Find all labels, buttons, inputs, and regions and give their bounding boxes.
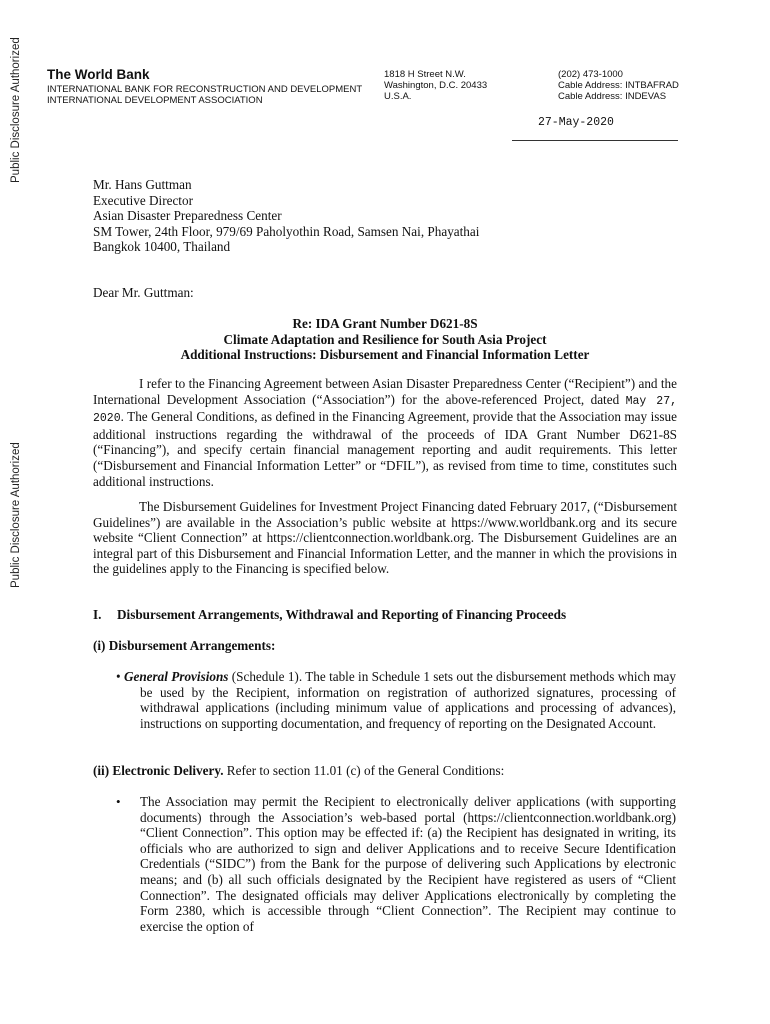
subsection-label: (ii) Electronic Delivery.	[93, 763, 224, 778]
letterhead-bank	[47, 67, 362, 106]
bullet-general-provisions	[116, 669, 676, 731]
section-title: Disbursement Arrangements, Withdrawal and Reporting of Financing Proceeds	[117, 607, 567, 622]
subject-grant: Re: IDA Grant Number D621-8S	[292, 316, 478, 331]
contact-cable: Cable Address: INTBAFRAD	[558, 80, 679, 91]
disclosure-label-top: Public Disclosure Authorized	[10, 37, 22, 183]
bank-line-ibrd: INTERNATIONAL BANK FOR RECONSTRUCTION AND DEVELOPMENT	[47, 84, 363, 95]
bullet-electronic-delivery: The Association may permit the Recipient to electronically deliver applications (with supporting documents) through the Association’s web-based portal (https://clientconnection.worldbank.org) “Client Connection”. This option may be effected if: (a) the Recipient has designated in writing, its officials who are authorized to sign and deliver Applications and to receive Secure Identification Credentials (“SIDC”) from the Bank for the purpose of delivering such Applications by electronic means; and (b) all such officials designated by the Recipient have registered as users of “Client Connection”. The designated officials may deliver Applications electronically by completing the Form 2380, which is accessible through “Client Connection”. The Recipient may continue to exercise the option of	[140, 794, 676, 934]
address-line: 1818 H Street N.W.	[384, 69, 466, 80]
agreement-date-stamp: May 27, 2020	[93, 394, 677, 426]
paragraph-intro-text-cont: . The General Conditions, as defined in the Financing Agreement, provide that the Association may issue additional instructions regarding the withdrawal of the proceeds of IDA Grant Number D621-8S (“Financing”), and specify certain financial management reporting and audit requirements. This letter (“Disbursement and Financial Information Letter” or “DFIL”), as revised from time to time, constitutes such additional instructions.	[93, 409, 677, 489]
subject-instructions: Additional Instructions: Disbursement and Financial Information Letter	[180, 347, 590, 363]
bank-line-ida: INTERNATIONAL DEVELOPMENT ASSOCIATION	[47, 95, 263, 106]
paragraph-intro	[93, 376, 677, 489]
subsection-disbursement: (i) Disbursement Arrangements:	[93, 638, 276, 653]
bullet-marker: •	[116, 794, 121, 809]
subsection-electronic-delivery	[93, 763, 504, 779]
letter-date: 27-May-2020	[538, 116, 614, 129]
subsection-text: Refer to section 11.01 (c) of the General Conditions:	[223, 763, 505, 778]
bullet-lead: General Provisions	[123, 669, 229, 684]
subject-project: Climate Adaptation and Resilience for South Asia Project	[223, 331, 547, 347]
letterhead-contact	[558, 69, 679, 102]
recipient-line: SM Tower, 24th Floor, 979/69 Paholyothin Road, Samsen Nai, Phayathai	[93, 223, 480, 239]
recipient-line: Mr. Hans Guttman	[93, 177, 192, 192]
recipient-line: Bangkok 10400, Thailand	[93, 239, 231, 255]
date-rule	[512, 140, 678, 141]
disclosure-label-middle: Public Disclosure Authorized	[10, 442, 22, 588]
section-number: I.	[93, 607, 102, 622]
paragraph-intro-text: I refer to the Financing Agreement between Asian Disaster Preparedness Center (“Recipient”) and the International Development Association (“Association”) for the above-referenced Project, dated	[93, 376, 677, 407]
recipient-address	[93, 177, 479, 255]
contact-cable: Cable Address: INDEVAS	[558, 91, 667, 102]
recipient-line: Executive Director	[93, 192, 193, 208]
bullet-marker: •	[116, 669, 121, 684]
letterhead-address	[384, 69, 487, 102]
contact-phone: (202) 473-1000	[558, 69, 623, 80]
bullet-text: (Schedule 1). The table in Schedule 1 sets out the disbursement methods which may be used by the Recipient, information on registration of authorized signatures, processing of withdrawal applications (including minimum value of applications and processing of advances), instructions on supporting documentation, and frequency of reporting on the Designated Account.	[140, 669, 676, 731]
recipient-line: Asian Disaster Preparedness Center	[93, 208, 282, 224]
section-heading	[93, 607, 683, 623]
paragraph-guidelines: The Disbursement Guidelines for Investment Project Financing dated February 2017, (“Disbursement Guidelines”) are available in the Association’s public website at https://www.worldbank.org and its secure website “Client Connection” at https://clientconnection.worldbank.org. The Disbursement Guidelines are an integral part of this Disbursement and Financial Information Letter, and the manner in which the provisions in the guidelines apply to the Financing is specified below.	[93, 499, 677, 577]
salutation: Dear Mr. Guttman:	[93, 285, 194, 300]
address-line: U.S.A.	[384, 91, 412, 102]
address-line: Washington, D.C. 20433	[384, 80, 488, 91]
bank-name: The World Bank	[47, 67, 150, 82]
subject-block	[93, 316, 677, 363]
